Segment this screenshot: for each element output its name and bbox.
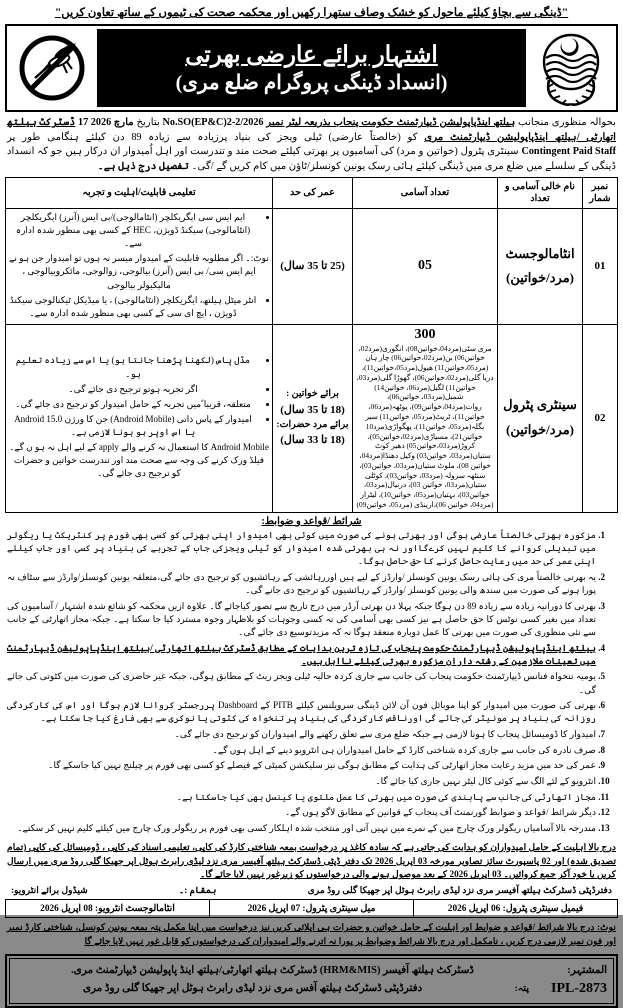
footer-block bbox=[5, 954, 618, 1008]
footer-inner bbox=[9, 958, 614, 1005]
schedule-row bbox=[6, 900, 618, 918]
no-mosquito-symbol-cell bbox=[9, 28, 95, 108]
age-men-label: برائے مرد حضرات: bbox=[276, 420, 349, 431]
qual-item: • ایم ایس سی ایگریکلچر (انٹامالوجی)/بی ایس (آنرز) ایگریکلچر (انٹامالوجی) سیکنڈ ڈویژن، HEC کے کسی بھی منظور شدہ ادارہ سے۔ bbox=[9, 211, 257, 250]
publisher-row bbox=[16, 963, 607, 979]
row-count-cell bbox=[353, 324, 498, 512]
condition-item: 13. مندرجہ بالا آسامیاں ریگولر ورک چارج میں کے نمرے میں نہیں آتی اور منتخب شدہ اہلکار کسی بھی فورم پر ریگولر ورک چارج میں کیلئے کلیم نہیں کر سکتے۔ bbox=[7, 822, 596, 835]
row-post-name: انٹامالوجسٹ (مرد/خواتین) bbox=[498, 209, 583, 324]
th-age-limit: عمر کی حد bbox=[273, 178, 353, 209]
schedule-label: شیڈول برائے انٹرویو: bbox=[11, 885, 88, 896]
venue-label: بمقام :۔ bbox=[178, 885, 217, 896]
table-row bbox=[6, 324, 618, 512]
posts-table bbox=[5, 177, 618, 512]
row-count: 300 bbox=[414, 326, 436, 342]
intro-details-below: تفصیل درج ذیل ہے۔ bbox=[97, 160, 189, 172]
conditions-title: شرائط /قواعد و ضوابط: bbox=[261, 515, 362, 527]
intro-line1c: ڈسٹرکٹ ہیلتھ bbox=[7, 117, 76, 129]
condition-item: 11. مجاز اتھارٹی کی جانب سے پابندی کی صورت میں بھرتی کا عمل ملتوی یا کینسل بھی کیا جاسکتا ہے۔ bbox=[7, 791, 596, 804]
no-mosquito-icon bbox=[15, 31, 89, 105]
condition-item: 12. دیگر شرائط /قواعد و ضوابط گورنمنٹ آف پنجاب کے قوانین کے مطابق لاگو ہوں گے۔ bbox=[7, 806, 596, 819]
intro-line2b: کو (خالصتاً عارضی) ٹیلی ویجز کی بنیاد پرزیادہ سے زیادہ 89 دن کیلئے ہنگامی طور پر bbox=[7, 131, 418, 143]
schedule-box-label: میل سینٹری پٹرول: bbox=[302, 904, 376, 915]
qual-item: • اگر تجربہ ہوتو ترجیح دی جائے گی۔ bbox=[9, 383, 257, 396]
intro-dept: ہیلتھ اینڈپاپولیشن ڈیپارٹمنٹ حکومت پنجاب بذریعہ لیٹر نمبر bbox=[266, 117, 516, 129]
condition-item: 5. یومیہ تنخواہ فنانس ڈیپارٹمنٹ حکومت پنجاب کی جانب سے جاری کردہ حالیہ ٹیلی ویجز ریٹ کے مطابق ہوگی، جبکہ غیر حاضری کی صورت میں کٹوتی کی جائے گی۔ bbox=[7, 670, 596, 696]
publisher-label: المشتہر: bbox=[567, 964, 607, 976]
condition-item: 7. امیدوار کا ڈومیسائل پنجاب کا ہونا لازمی ہے جبکہ ضلع مری سے تعلق رکھنے والے امیدواران کو ترجیح دی جائے گی۔ bbox=[7, 728, 596, 741]
page-title: اشتہار برائے عارضی بھرتی bbox=[185, 42, 438, 68]
th-post-name: نام خالی آسامی و تعداد bbox=[498, 178, 583, 209]
ipl-number: IPL-2873 bbox=[551, 981, 607, 997]
application-instructions: درج بالا اہلیت کے حامل امیدواران کو ہدایت کی جاتی ہے کہ سادہ کاغذ پر درخواست بمعہ شناختی کارڈ کی کاپی، تعلیمی اسناد کی کاپی ، ڈومیسائل کی کاپی (تمام تصدیق شدہ) اور 02 پاسپورٹ سائز تصاویر مورخہ 03 اپریل 2026 تک دفتر ڈپٹی ڈسٹرکٹ ہیلتھ آفیسر مری نزد لیڈی رابرٹ ہوٹل اپر جھیکا گلی روڈ مری میں ارسال کریں یا خود آکر جمع کروائیں۔ 03 اپریل 2026 کے بعد موصول ہونے والی درخواستوں کو زیرغور نہیں لایا جائے گا۔ bbox=[7, 841, 616, 880]
row-qualification bbox=[6, 324, 273, 512]
address-row bbox=[16, 978, 607, 999]
row-post-name: سینٹری پٹرول (مرد/خواتین) bbox=[498, 324, 583, 512]
schedule-box-male-patrol bbox=[210, 900, 414, 918]
row-qualification bbox=[6, 209, 273, 324]
condition-item: 1. مزکورہ بھرتی خالصتاً عارضی ہوگی اور بھرتی ہونے کی صورت میں کوئی بھی امیدوار اپنی بھرتی کو کسی بھی فورم پر کنٹریکٹ یا ریگولر میں تبدیلی کروانے کا کلیم نہیں کرےگااور نہ ہی بھرتی شدہ امیدوار کو ٹیلی ویجزکی جاب کے تجربے کی بنیاد پر کسی اور جاب کیلئے اپنی عمر کی حد میں رعایت حاصل کرنے کا حق حاصل ہوگا۔ bbox=[7, 529, 596, 569]
header-band bbox=[5, 24, 618, 112]
row-count-breakdown: مری سٹی(مرد04،خواتین08)، انگوری(مرد02، خواتین06) بن(مرد02،خواتین06) چار ہان (مرد05،خواتین11) ھیول(مرد05،خواتین11)، دریا گلی(مرد02،خواتین06)، گھوڑا گلی(مرد03، خواتین11) لگبل(مرد06، خواتین14) شمبل(مرد03، خواتین06)، روات(مرد04،خواتین09)، پوٹھہ(مرد06، خواتین11)، ٹریٹ(مرد05، خواتین11) سیر بگلہ(مرد05، خواتین11)، پھگواڑی(مرد10 خواتین21)، مسیاڑی(مرد02،خواتین05)، کروڑ(مرد03،خواتین05) دھیر کوٹ ستیاں(مرد03، خواتین03) وکیل دھنڈا(مرد04، خواتین 08)، ملوٹ ستیاں(مرد03، خواتین03)، سنٹھہ سرولہ (مرد03، خواتین03)، کوٹلی ستیاں(مرد03، خواتین 03)، درنیال(مرد03، خواتین03)، بہتیاں(مرد05، خواتین10)، لیٹرار (مرد04، خواتین 06)،ارینڈی (مرد05، خواتین09) bbox=[356, 343, 494, 509]
intro-authority: اتھارٹی /ہیلتھ اینڈپاپولیشن ڈیپارٹمنٹ مری bbox=[424, 131, 617, 143]
condition-item: 4. ہیلتھ اینڈپاپولیشن ڈیپارٹمنٹ حکومت پنجاب کی تازہ ترین ہدایات کے مطابق ڈسٹرکٹ ہیلتھ اتھارٹی /ہیلتھ اینڈپاپولیشن ڈیپارٹمنٹ میں تعینات ملازمین کے رشتہ داران مزکورہ بھرتی کیلئے نااہل ہیں۔ bbox=[7, 642, 596, 668]
address-label: پتہ: bbox=[514, 982, 529, 994]
final-note: نوٹ: درج بالا شرائط /قواعد و ضوابط اور اہلیت کے حامل خواتین و حضرات ہی اپلائی کریں نیز درخواست میں اپنا مکمل پتہ بمعہ یونین کونسل، شناختی کارڈ نمبر اور فون نمبر لازمی درج کریں ، نامکمل اور درج بالا شرائط وضوابط پر پورا نہ اترنے والے امیدواران کی درخواستوں کو قابل غور نہیں لایا جائے گا bbox=[7, 922, 616, 946]
schedule-box-date: 07 اپریل 2026 bbox=[247, 904, 301, 915]
schedule-box-date: 08 اپریل 2026 bbox=[40, 904, 93, 915]
condition-item: 8. صرف نادرہ کی جانب سے جاری کردہ شناختی کارڈ کے حامل امیدواران ہی انٹرویو دینے کے اہل ہوں گے۔ bbox=[7, 744, 596, 757]
row-count: 05 bbox=[418, 258, 432, 274]
condition-item: 3. بھرتی کا دورانیہ زیادہ سے زیادہ 89 دن ہوگا جبکہ پہلا دن بھرتی آرڈر میں درج تاریخ سے تصور کیاجائے گا۔ علاوہ ازیں محکمہ کو شائع شدہ اشتہار / آسامیوں کی تعداد میں بغیر کسی نوٹس کا حق حاصل ہے نیز کسی بھی آسامی کی نہ کسی وجوہات کو بلاظہار وجوہ مسترد کیا جا سکتا ہے۔ جبکہ مجاز اتھارٹی کے جانب سے نئی منظوری کی صورت میں بھرتی کا عمل دوبارہ منعقد ہوگا نہ کہ مزیدتوسیع دی جائے گی۔ bbox=[7, 600, 596, 640]
qual-note: Android Mobile کا استعمال نہ کرنے والے apply کے لیے اہل نہ ہو ں گے۔فیلڈ ورک کرنے کی وجہ سے صحت مند اور تندرست خواتین و حضرات کو ترجیح دی جائے گی۔ bbox=[9, 441, 269, 478]
page-subtitle: (انسداد ڈینگی پروگرام ضلع مری) bbox=[175, 71, 448, 94]
schedule-box-date: 06 اپریل 2026 bbox=[447, 904, 501, 915]
schedule-box-label: انٹامالوجسٹ انٹرویو: bbox=[94, 904, 175, 915]
govt-punjab-emblem-icon bbox=[535, 30, 607, 106]
publisher-name: ڈسٹرکٹ ہیلتھ آفیسر (HRM&MIS) ڈسٹرکٹ ہیلتھ اتھارٹی/ہیلتھ اینڈ پاپولیشن ڈیپارٹمنٹ مری. bbox=[71, 964, 474, 976]
row-count-cell bbox=[353, 209, 498, 324]
intro-line3: سینٹری پٹرول (خواتین و مرد) کی آسامیوں پر بھرتی کیلئے صحت مند و تندرست اور اہل اُمیدوار ان درکار ہیں جو کہ انسداد ڈینگی کے سلسلے میں ضلع مری میں ڈینگی کیلئے ہائی رسک یونین کونسلز/ٹاؤن میں کام کریں گے /گی۔ bbox=[7, 146, 616, 172]
qual-item: • متعلقہ، قریبا ًمیں تجربہ کے حامل امیدوار کو ترجیح دی جائے گی۔ bbox=[9, 398, 257, 411]
condition-item: 6. بھرتی کی صورت میں امیدوار کو اپنا موبائل فون آن لائن ڈینگی سرویلنس کیلئے PITB کے Dashboard پررجسٹر کروانا لازم ہوگا اور اس کی کارکردگی روزانہ کی بنیاد پر مونیٹر کی جائے گی اورناقص کارکردگی کی بنیاد پر تنخواہ کی کٹوتی یا نوکری سے بھی فارغ کیا جا سکتا ہے۔ bbox=[7, 699, 596, 725]
schedule-box-entomologist bbox=[6, 900, 210, 918]
intro-line1a: بحوالہ منظوری منجانب bbox=[517, 117, 617, 129]
letter-number: No.SO(EP&C)2-2/2026 bbox=[162, 117, 264, 129]
qual-item: • مڈل پاس (لکھنا پڑھنا جانتا ہو) یا اس سے زیادہ تعلیم ہو۔ bbox=[9, 354, 257, 380]
advertisement-title-block bbox=[97, 29, 526, 107]
intro-paragraph bbox=[5, 112, 618, 177]
table-header-row bbox=[6, 178, 618, 209]
qual-note: نوٹ:۔ اگر مطلوبہ قابلیت کے امیدوار میسر نہ ہوں تو امیدوار جن ہو نے ایم ایس سی/ بی ایس (آنرز) بیالوجی، زوالوجی، مائکروبیالوجی ، مالیکیولر بیالوجی bbox=[9, 253, 269, 290]
condition-item: 9. عمر کی حد میں مزید رعایت مجاز اتھارٹی کی ہدایت کے مطابق ہوگی نیز سلیکشن کمیٹی کے فیصلے کو کسی بھی فورم پر چیلنج نہیں کیا جاسکے گا۔ bbox=[7, 759, 596, 772]
row-age: (25 تا 35 سال) bbox=[273, 209, 353, 324]
qual-item: • انٹر میٹل ہیلتھ، ایگریکلچر (انٹامالوجی) ، یا میڈیکل ٹیکنالوجی سیکنڈ ڈویژن ، ایچ ای سی کے کسی بھی منظور شدہ ادارہ سے۔ bbox=[9, 294, 257, 320]
age-men-value: (18 تا 33 سال) bbox=[280, 434, 345, 447]
condition-item: 10. انٹرویو کے لئے الگ سے کوئی کال لیٹر نہیں جاری کیا جائے گا۔ bbox=[7, 775, 596, 788]
conditions-list bbox=[5, 529, 618, 836]
interview-dates-table bbox=[5, 899, 618, 918]
interview-schedule-header bbox=[5, 884, 618, 898]
contingent-paid-staff: Contingent Paid Staff bbox=[521, 146, 616, 158]
condition-item: 2. یہ بھرتی خالصتاً مری کی ہائی رسک یونین کونسلز /وارڈز کے لیے ہیں اوررہائشی کے رہائشیوں کو ترجیح دی جائے گی،متعلقہ یونین کونسلز/وارڈز سے سٹاف نہ پورا ہونے کی صورت میں سندھ والی یونین کونسلز /وارڈز کے رہائشیوں کو ترجیح دی جانے گی۔ bbox=[7, 571, 596, 597]
th-qualification: تعلیمی قابلیت/اہلیت و تجربہ bbox=[6, 178, 273, 209]
office-address: دفترڈپٹی ڈسٹرکٹ ہیلتھ آفس مری نزد لیڈی رابرٹ ہوٹل اپر جھیکا گلی روڈ مری bbox=[82, 983, 423, 995]
qual-item: • امیدوار کے پاس ذاتی (Android Mobile) جن کا ورژن Android 15.0 یا اس اوپر ہو ہونا لازمی ہے۔ bbox=[9, 413, 257, 439]
venue-text: دفترڈپٹی ڈسٹرکٹ ہیلتھ آفیسر مری نزد لیڈی رابرٹ ہوٹل اپر جھیکا گلی روڈ مری bbox=[307, 885, 612, 896]
table-row bbox=[6, 209, 618, 324]
th-count: تعداد آسامی bbox=[353, 178, 498, 209]
row-age bbox=[273, 324, 353, 512]
age-women-label: برائے خواتین : bbox=[286, 389, 339, 400]
row-serial: 01 bbox=[583, 209, 618, 324]
schedule-box-female-patrol bbox=[414, 900, 618, 918]
th-serial: نمبر شمار bbox=[583, 178, 618, 209]
govt-punjab-emblem-cell bbox=[528, 28, 614, 108]
intro-date-label: بتاریخ bbox=[136, 117, 160, 129]
dengue-awareness-slogan: "ڈینگی سے بچاؤ کیلئے ماحول کو خشک وصاف ستھرا رکھیں اور محکمہ صحت کی ٹیموں کے ساتھ تعاون کریں" bbox=[54, 7, 569, 19]
schedule-box-label: فیمیل سینٹری پٹرول: bbox=[502, 904, 584, 915]
row-serial: 02 bbox=[583, 324, 618, 512]
letter-date: 17 مارچ 2026 bbox=[78, 117, 134, 129]
age-women-value: (18 تا 35 سال) bbox=[280, 403, 345, 416]
